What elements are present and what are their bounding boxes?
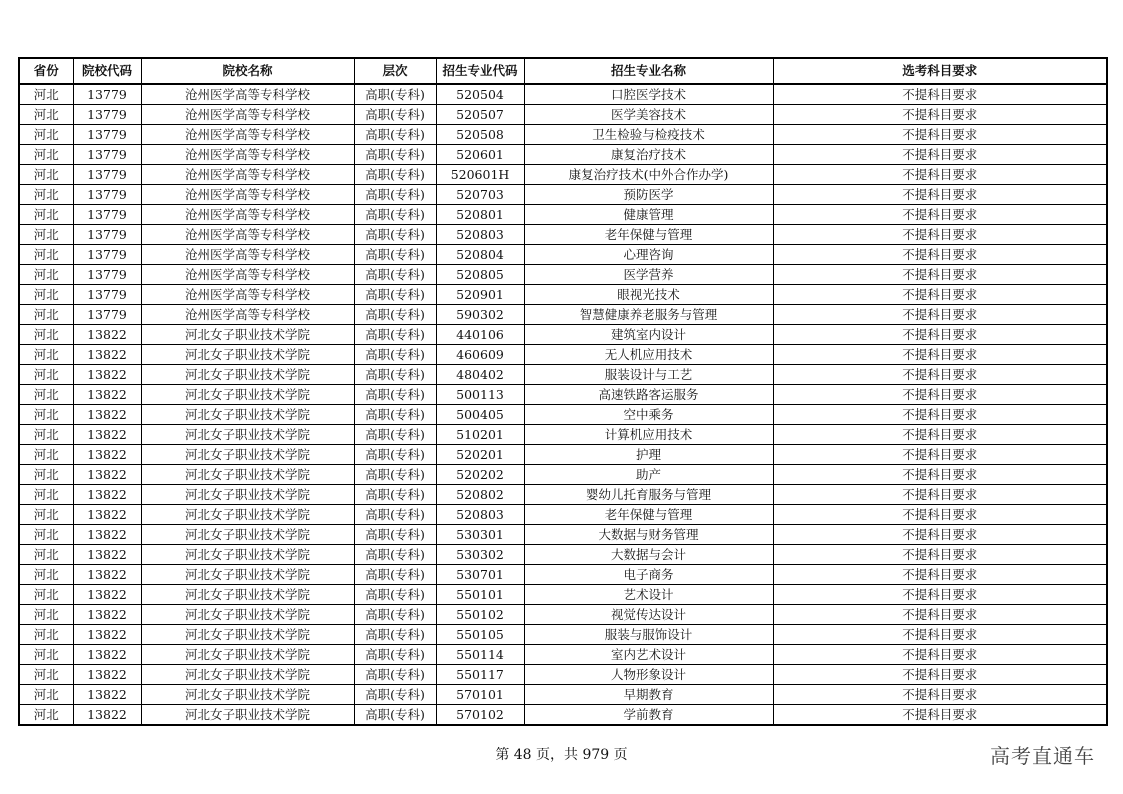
data-table-container xyxy=(18,57,1106,726)
table-row xyxy=(19,305,1107,325)
header-row xyxy=(19,58,1107,84)
cell-province: 河北 xyxy=(19,265,73,285)
cell-subject-requirement: 不提科目要求 xyxy=(773,445,1107,465)
table-row xyxy=(19,465,1107,485)
header-school-name: 院校名称 xyxy=(141,58,354,84)
table-row xyxy=(19,105,1107,125)
cell-school-name: 河北女子职业技术学院 xyxy=(141,645,354,665)
cell-subject-requirement: 不提科目要求 xyxy=(773,585,1107,605)
cell-school-name: 河北女子职业技术学院 xyxy=(141,665,354,685)
table-row xyxy=(19,405,1107,425)
cell-level: 高职(专科) xyxy=(354,225,436,245)
cell-school-code: 13822 xyxy=(73,625,141,645)
cell-level: 高职(专科) xyxy=(354,285,436,305)
cell-major-name: 早期教育 xyxy=(524,685,773,705)
cell-school-code: 13822 xyxy=(73,465,141,485)
cell-school-name: 河北女子职业技术学院 xyxy=(141,325,354,345)
table-row xyxy=(19,205,1107,225)
cell-subject-requirement: 不提科目要求 xyxy=(773,225,1107,245)
cell-major-code: 520201 xyxy=(436,445,524,465)
cell-school-name: 河北女子职业技术学院 xyxy=(141,345,354,365)
cell-province: 河北 xyxy=(19,205,73,225)
cell-school-code: 13779 xyxy=(73,145,141,165)
cell-major-name: 艺术设计 xyxy=(524,585,773,605)
cell-major-code: 520202 xyxy=(436,465,524,485)
cell-level: 高职(专科) xyxy=(354,645,436,665)
cell-school-code: 13779 xyxy=(73,105,141,125)
cell-school-name: 河北女子职业技术学院 xyxy=(141,405,354,425)
cell-school-code: 13779 xyxy=(73,205,141,225)
cell-level: 高职(专科) xyxy=(354,345,436,365)
cell-major-code: 520901 xyxy=(436,285,524,305)
cell-school-name: 河北女子职业技术学院 xyxy=(141,545,354,565)
cell-province: 河北 xyxy=(19,105,73,125)
cell-school-code: 13822 xyxy=(73,565,141,585)
cell-major-code: 520508 xyxy=(436,125,524,145)
cell-school-name: 河北女子职业技术学院 xyxy=(141,585,354,605)
cell-major-code: 530302 xyxy=(436,545,524,565)
cell-major-code: 520803 xyxy=(436,225,524,245)
table-row xyxy=(19,685,1107,705)
table-row xyxy=(19,325,1107,345)
cell-subject-requirement: 不提科目要求 xyxy=(773,485,1107,505)
cell-school-name: 河北女子职业技术学院 xyxy=(141,625,354,645)
cell-province: 河北 xyxy=(19,125,73,145)
table-row xyxy=(19,225,1107,245)
cell-major-name: 医学美容技术 xyxy=(524,105,773,125)
cell-school-code: 13822 xyxy=(73,365,141,385)
cell-subject-requirement: 不提科目要求 xyxy=(773,105,1107,125)
cell-level: 高职(专科) xyxy=(354,245,436,265)
cell-major-name: 高速铁路客运服务 xyxy=(524,385,773,405)
cell-subject-requirement: 不提科目要求 xyxy=(773,525,1107,545)
cell-major-name: 心理咨询 xyxy=(524,245,773,265)
cell-school-name: 沧州医学高等专科学校 xyxy=(141,205,354,225)
cell-major-name: 服装设计与工艺 xyxy=(524,365,773,385)
cell-school-code: 13822 xyxy=(73,485,141,505)
table-row xyxy=(19,565,1107,585)
cell-school-name: 河北女子职业技术学院 xyxy=(141,465,354,485)
cell-level: 高职(专科) xyxy=(354,385,436,405)
cell-school-code: 13822 xyxy=(73,505,141,525)
cell-major-name: 室内艺术设计 xyxy=(524,645,773,665)
header-subject-requirement: 选考科目要求 xyxy=(773,58,1107,84)
cell-school-code: 13779 xyxy=(73,285,141,305)
cell-province: 河北 xyxy=(19,345,73,365)
cell-major-code: 520805 xyxy=(436,265,524,285)
cell-school-code: 13779 xyxy=(73,185,141,205)
table-row xyxy=(19,165,1107,185)
table-row xyxy=(19,445,1107,465)
table-row xyxy=(19,425,1107,445)
cell-subject-requirement: 不提科目要求 xyxy=(773,645,1107,665)
cell-level: 高职(专科) xyxy=(354,625,436,645)
cell-major-name: 老年保健与管理 xyxy=(524,225,773,245)
cell-school-name: 河北女子职业技术学院 xyxy=(141,445,354,465)
cell-major-code: 520507 xyxy=(436,105,524,125)
header-major-name: 招生专业名称 xyxy=(524,58,773,84)
cell-province: 河北 xyxy=(19,685,73,705)
cell-major-name: 卫生检验与检疫技术 xyxy=(524,125,773,145)
cell-major-code: 550101 xyxy=(436,585,524,605)
cell-province: 河北 xyxy=(19,525,73,545)
cell-school-name: 河北女子职业技术学院 xyxy=(141,505,354,525)
table-row xyxy=(19,485,1107,505)
cell-school-code: 13779 xyxy=(73,125,141,145)
cell-level: 高职(专科) xyxy=(354,705,436,726)
cell-school-code: 13822 xyxy=(73,445,141,465)
cell-school-code: 13822 xyxy=(73,645,141,665)
cell-major-code: 550114 xyxy=(436,645,524,665)
cell-level: 高职(专科) xyxy=(354,505,436,525)
cell-school-name: 河北女子职业技术学院 xyxy=(141,485,354,505)
cell-level: 高职(专科) xyxy=(354,445,436,465)
cell-province: 河北 xyxy=(19,245,73,265)
cell-subject-requirement: 不提科目要求 xyxy=(773,185,1107,205)
cell-level: 高职(专科) xyxy=(354,585,436,605)
cell-subject-requirement: 不提科目要求 xyxy=(773,145,1107,165)
table-row xyxy=(19,625,1107,645)
cell-major-name: 眼视光技术 xyxy=(524,285,773,305)
cell-province: 河北 xyxy=(19,465,73,485)
cell-subject-requirement: 不提科目要求 xyxy=(773,465,1107,485)
table-row xyxy=(19,365,1107,385)
cell-major-name: 大数据与财务管理 xyxy=(524,525,773,545)
cell-major-name: 助产 xyxy=(524,465,773,485)
cell-level: 高职(专科) xyxy=(354,665,436,685)
header-school-code: 院校代码 xyxy=(73,58,141,84)
cell-province: 河北 xyxy=(19,605,73,625)
cell-major-code: 570102 xyxy=(436,705,524,726)
cell-school-name: 河北女子职业技术学院 xyxy=(141,685,354,705)
cell-major-code: 520801 xyxy=(436,205,524,225)
cell-subject-requirement: 不提科目要求 xyxy=(773,605,1107,625)
cell-province: 河北 xyxy=(19,305,73,325)
cell-subject-requirement: 不提科目要求 xyxy=(773,385,1107,405)
page-number: 第 48 页，共 979 页 xyxy=(495,747,628,763)
cell-major-name: 视觉传达设计 xyxy=(524,605,773,625)
cell-level: 高职(专科) xyxy=(354,185,436,205)
cell-level: 高职(专科) xyxy=(354,105,436,125)
cell-major-code: 520802 xyxy=(436,485,524,505)
cell-province: 河北 xyxy=(19,665,73,685)
cell-subject-requirement: 不提科目要求 xyxy=(773,365,1107,385)
cell-subject-requirement: 不提科目要求 xyxy=(773,425,1107,445)
cell-province: 河北 xyxy=(19,705,73,726)
cell-school-name: 河北女子职业技术学院 xyxy=(141,705,354,726)
cell-major-code: 440106 xyxy=(436,325,524,345)
cell-school-name: 沧州医学高等专科学校 xyxy=(141,185,354,205)
cell-level: 高职(专科) xyxy=(354,265,436,285)
cell-major-name: 智慧健康养老服务与管理 xyxy=(524,305,773,325)
cell-level: 高职(专科) xyxy=(354,525,436,545)
cell-subject-requirement: 不提科目要求 xyxy=(773,665,1107,685)
cell-major-name: 医学营养 xyxy=(524,265,773,285)
cell-province: 河北 xyxy=(19,145,73,165)
cell-school-name: 河北女子职业技术学院 xyxy=(141,365,354,385)
cell-subject-requirement: 不提科目要求 xyxy=(773,505,1107,525)
cell-major-code: 550117 xyxy=(436,665,524,685)
cell-school-name: 沧州医学高等专科学校 xyxy=(141,105,354,125)
cell-school-code: 13822 xyxy=(73,425,141,445)
table-row xyxy=(19,645,1107,665)
cell-school-name: 沧州医学高等专科学校 xyxy=(141,265,354,285)
cell-level: 高职(专科) xyxy=(354,205,436,225)
cell-school-name: 沧州医学高等专科学校 xyxy=(141,225,354,245)
table-row xyxy=(19,345,1107,365)
cell-school-code: 13822 xyxy=(73,325,141,345)
cell-level: 高职(专科) xyxy=(354,165,436,185)
cell-major-name: 口腔医学技术 xyxy=(524,84,773,105)
table-row xyxy=(19,125,1107,145)
cell-subject-requirement: 不提科目要求 xyxy=(773,405,1107,425)
table-row xyxy=(19,525,1107,545)
cell-subject-requirement: 不提科目要求 xyxy=(773,205,1107,225)
cell-school-name: 沧州医学高等专科学校 xyxy=(141,145,354,165)
cell-school-name: 沧州医学高等专科学校 xyxy=(141,165,354,185)
cell-school-code: 13779 xyxy=(73,225,141,245)
admission-table xyxy=(18,57,1108,726)
table-row xyxy=(19,245,1107,265)
table-row xyxy=(19,84,1107,105)
cell-level: 高职(专科) xyxy=(354,425,436,445)
cell-province: 河北 xyxy=(19,385,73,405)
cell-subject-requirement: 不提科目要求 xyxy=(773,545,1107,565)
cell-major-name: 人物形象设计 xyxy=(524,665,773,685)
cell-level: 高职(专科) xyxy=(354,685,436,705)
table-row xyxy=(19,145,1107,165)
cell-subject-requirement: 不提科目要求 xyxy=(773,245,1107,265)
table-row xyxy=(19,385,1107,405)
cell-major-code: 520804 xyxy=(436,245,524,265)
cell-subject-requirement: 不提科目要求 xyxy=(773,285,1107,305)
cell-subject-requirement: 不提科目要求 xyxy=(773,165,1107,185)
watermark-logo-text: 高考直通车 xyxy=(990,744,1095,768)
cell-province: 河北 xyxy=(19,505,73,525)
cell-school-code: 13822 xyxy=(73,345,141,365)
cell-school-name: 河北女子职业技术学院 xyxy=(141,605,354,625)
table-row xyxy=(19,665,1107,685)
cell-level: 高职(专科) xyxy=(354,605,436,625)
cell-province: 河北 xyxy=(19,185,73,205)
cell-school-code: 13822 xyxy=(73,605,141,625)
header-level: 层次 xyxy=(354,58,436,84)
cell-subject-requirement: 不提科目要求 xyxy=(773,565,1107,585)
cell-province: 河北 xyxy=(19,84,73,105)
cell-school-name: 沧州医学高等专科学校 xyxy=(141,245,354,265)
cell-major-name: 空中乘务 xyxy=(524,405,773,425)
cell-major-name: 学前教育 xyxy=(524,705,773,726)
cell-school-name: 河北女子职业技术学院 xyxy=(141,525,354,545)
cell-major-code: 550102 xyxy=(436,605,524,625)
cell-subject-requirement: 不提科目要求 xyxy=(773,125,1107,145)
cell-level: 高职(专科) xyxy=(354,485,436,505)
cell-school-code: 13822 xyxy=(73,525,141,545)
cell-major-code: 500113 xyxy=(436,385,524,405)
cell-major-name: 护理 xyxy=(524,445,773,465)
cell-major-code: 520504 xyxy=(436,84,524,105)
cell-province: 河北 xyxy=(19,165,73,185)
cell-major-code: 590302 xyxy=(436,305,524,325)
cell-major-code: 460609 xyxy=(436,345,524,365)
cell-school-name: 河北女子职业技术学院 xyxy=(141,425,354,445)
cell-major-name: 大数据与会计 xyxy=(524,545,773,565)
cell-school-code: 13822 xyxy=(73,705,141,726)
table-row xyxy=(19,705,1107,726)
cell-province: 河北 xyxy=(19,405,73,425)
cell-school-name: 沧州医学高等专科学校 xyxy=(141,285,354,305)
cell-subject-requirement: 不提科目要求 xyxy=(773,705,1107,726)
cell-school-code: 13822 xyxy=(73,665,141,685)
cell-level: 高职(专科) xyxy=(354,325,436,345)
cell-subject-requirement: 不提科目要求 xyxy=(773,265,1107,285)
cell-major-code: 520601 xyxy=(436,145,524,165)
cell-major-name: 计算机应用技术 xyxy=(524,425,773,445)
table-body xyxy=(19,84,1107,725)
cell-major-code: 510201 xyxy=(436,425,524,445)
cell-level: 高职(专科) xyxy=(354,405,436,425)
cell-school-code: 13779 xyxy=(73,265,141,285)
cell-level: 高职(专科) xyxy=(354,465,436,485)
cell-major-code: 550105 xyxy=(436,625,524,645)
cell-level: 高职(专科) xyxy=(354,545,436,565)
cell-school-name: 沧州医学高等专科学校 xyxy=(141,125,354,145)
cell-school-code: 13779 xyxy=(73,84,141,105)
cell-major-name: 无人机应用技术 xyxy=(524,345,773,365)
cell-subject-requirement: 不提科目要求 xyxy=(773,84,1107,105)
table-row xyxy=(19,505,1107,525)
cell-school-code: 13779 xyxy=(73,245,141,265)
cell-major-name: 健康管理 xyxy=(524,205,773,225)
table-row xyxy=(19,545,1107,565)
header-major-code: 招生专业代码 xyxy=(436,58,524,84)
header-province: 省份 xyxy=(19,58,73,84)
cell-major-name: 预防医学 xyxy=(524,185,773,205)
cell-province: 河北 xyxy=(19,565,73,585)
cell-level: 高职(专科) xyxy=(354,305,436,325)
cell-level: 高职(专科) xyxy=(354,365,436,385)
cell-major-name: 老年保健与管理 xyxy=(524,505,773,525)
cell-major-code: 570101 xyxy=(436,685,524,705)
table-row xyxy=(19,585,1107,605)
cell-level: 高职(专科) xyxy=(354,125,436,145)
cell-major-name: 电子商务 xyxy=(524,565,773,585)
cell-school-code: 13779 xyxy=(73,305,141,325)
cell-school-name: 河北女子职业技术学院 xyxy=(141,565,354,585)
cell-major-name: 康复治疗技术(中外合作办学) xyxy=(524,165,773,185)
cell-school-code: 13822 xyxy=(73,545,141,565)
cell-level: 高职(专科) xyxy=(354,145,436,165)
cell-subject-requirement: 不提科目要求 xyxy=(773,625,1107,645)
cell-province: 河北 xyxy=(19,285,73,305)
cell-subject-requirement: 不提科目要求 xyxy=(773,305,1107,325)
cell-subject-requirement: 不提科目要求 xyxy=(773,685,1107,705)
cell-major-name: 建筑室内设计 xyxy=(524,325,773,345)
table-row xyxy=(19,265,1107,285)
table-row xyxy=(19,285,1107,305)
cell-school-code: 13822 xyxy=(73,405,141,425)
cell-province: 河北 xyxy=(19,625,73,645)
cell-school-name: 沧州医学高等专科学校 xyxy=(141,305,354,325)
cell-school-code: 13779 xyxy=(73,165,141,185)
cell-major-code: 520803 xyxy=(436,505,524,525)
cell-major-code: 520703 xyxy=(436,185,524,205)
cell-major-code: 480402 xyxy=(436,365,524,385)
cell-province: 河北 xyxy=(19,485,73,505)
cell-subject-requirement: 不提科目要求 xyxy=(773,325,1107,345)
cell-school-name: 沧州医学高等专科学校 xyxy=(141,84,354,105)
cell-province: 河北 xyxy=(19,325,73,345)
cell-major-name: 康复治疗技术 xyxy=(524,145,773,165)
cell-major-code: 520601H xyxy=(436,165,524,185)
cell-major-name: 婴幼儿托育服务与管理 xyxy=(524,485,773,505)
cell-major-name: 服装与服饰设计 xyxy=(524,625,773,645)
table-row xyxy=(19,185,1107,205)
cell-province: 河北 xyxy=(19,225,73,245)
cell-school-code: 13822 xyxy=(73,585,141,605)
table-row xyxy=(19,605,1107,625)
cell-province: 河北 xyxy=(19,645,73,665)
cell-major-code: 530301 xyxy=(436,525,524,545)
cell-province: 河北 xyxy=(19,365,73,385)
cell-province: 河北 xyxy=(19,425,73,445)
cell-major-code: 530701 xyxy=(436,565,524,585)
cell-school-code: 13822 xyxy=(73,385,141,405)
cell-level: 高职(专科) xyxy=(354,565,436,585)
cell-subject-requirement: 不提科目要求 xyxy=(773,345,1107,365)
cell-major-code: 500405 xyxy=(436,405,524,425)
cell-school-code: 13822 xyxy=(73,685,141,705)
cell-school-name: 河北女子职业技术学院 xyxy=(141,385,354,405)
cell-province: 河北 xyxy=(19,445,73,465)
cell-province: 河北 xyxy=(19,545,73,565)
cell-level: 高职(专科) xyxy=(354,84,436,105)
cell-province: 河北 xyxy=(19,585,73,605)
